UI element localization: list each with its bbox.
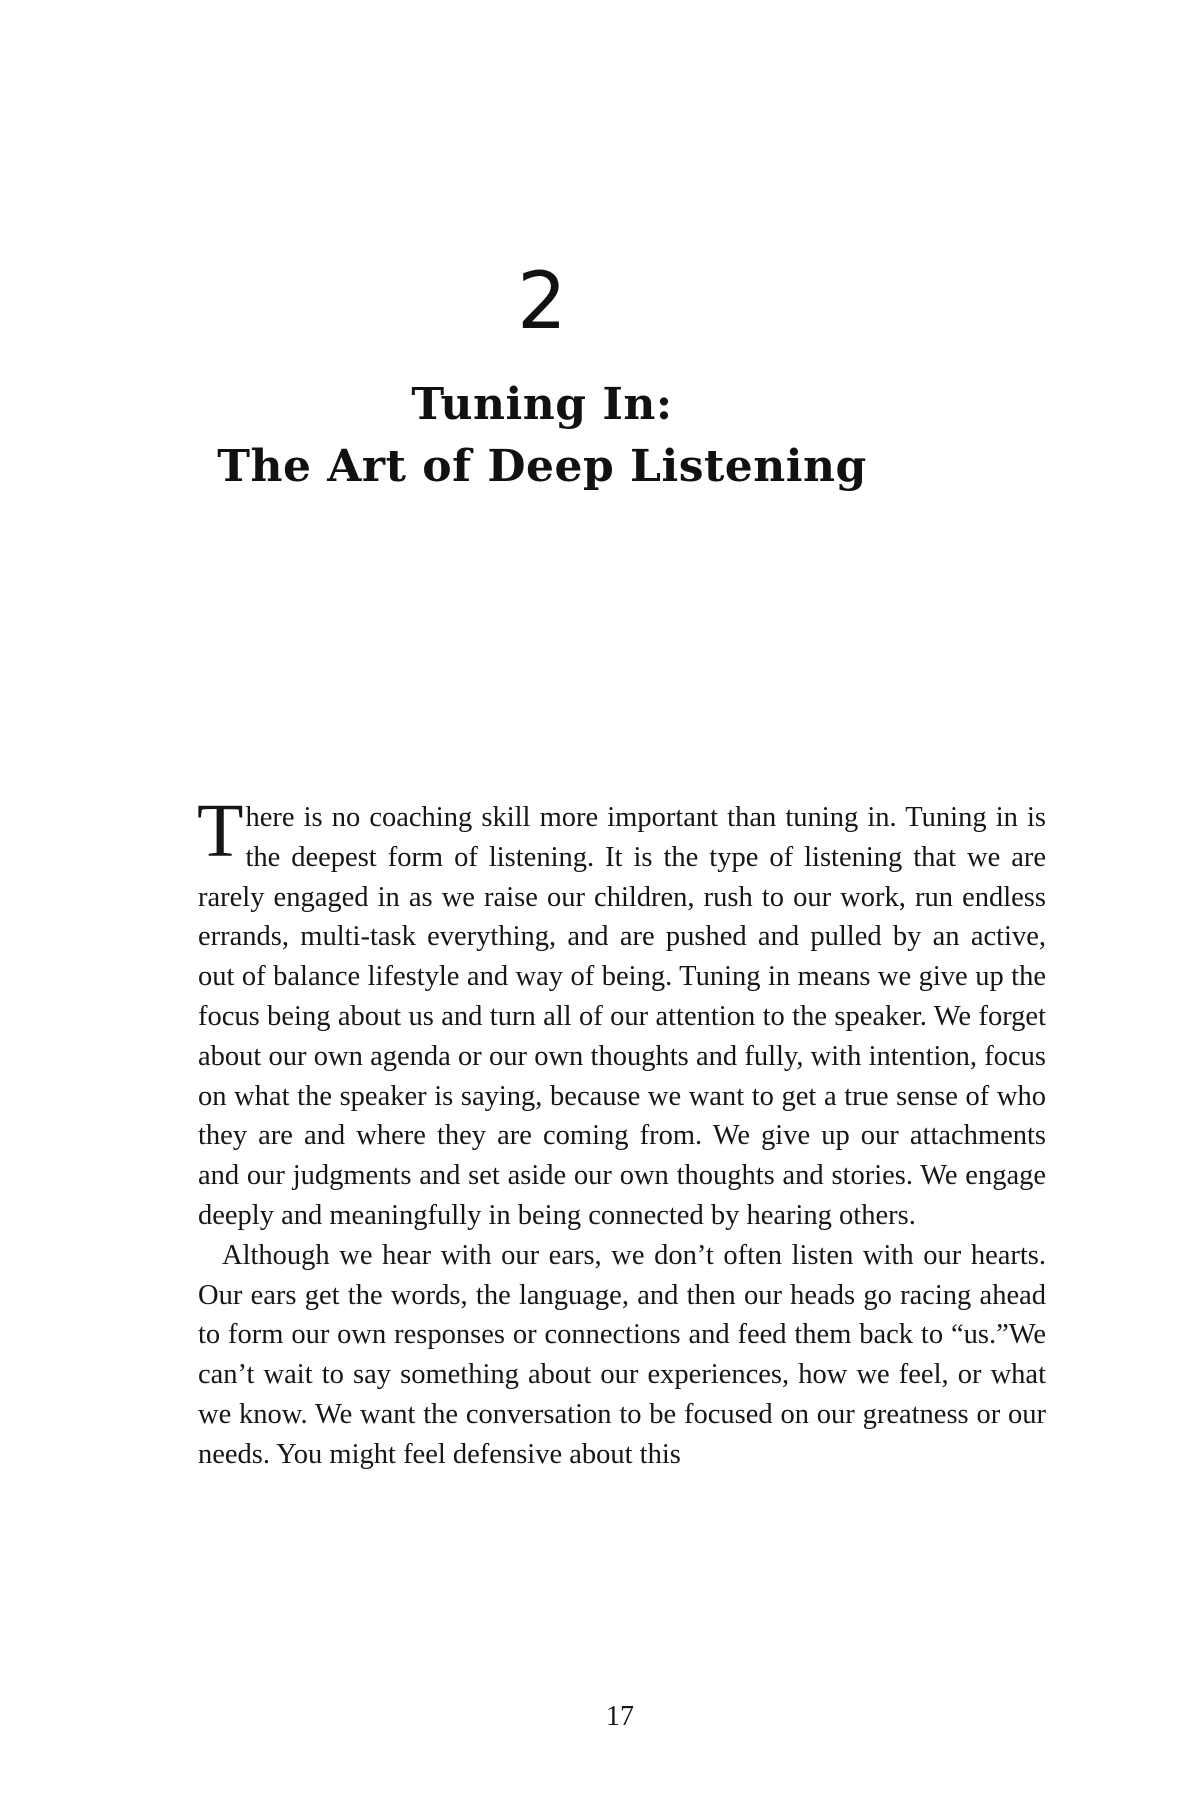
page-number: 17 <box>606 1701 634 1732</box>
paragraph-2: Although we hear with our ears, we don’t often listen with our hearts. Our ears get the words, the language, and then our heads go racing ahead to form our own responses or connections and feed them back to “us.”We can’t wait to say something about our experiences, how we feel, or what we know. We want the conversation to be focused on our greatness or our needs. You might feel defensive about this <box>198 1239 1046 1470</box>
body-text <box>197 789 1046 1475</box>
paragraph-1: There is no coaching skill more important than tuning in. Tuning in is the deepest form of listening. It is the type of listening that we are rarely engaged in as we raise our children, rush to our work, run endless errands, multi-task everything, and are pushed and pulled by an active, out of balance lifestyle and way of being. Tuning in means we give up the focus being about us and turn all of our attention to the speaker. We forget about our own agenda or our own thoughts and fully, with intention, focus on what the speaker is saying, because we want to get a true sense of who they are and where they are coming from. We give up our attachments and our judgments and set aside our own thoughts and stories. We engage deeply and meaningfully in being connected by hearing others. <box>197 789 1046 1231</box>
chapter-title <box>0 374 1084 498</box>
chapter-title-line-1: Tuning In: <box>411 379 673 430</box>
chapter-number: 2 <box>517 257 567 347</box>
chapter-title-line-2: The Art of Deep Listening <box>217 441 867 492</box>
